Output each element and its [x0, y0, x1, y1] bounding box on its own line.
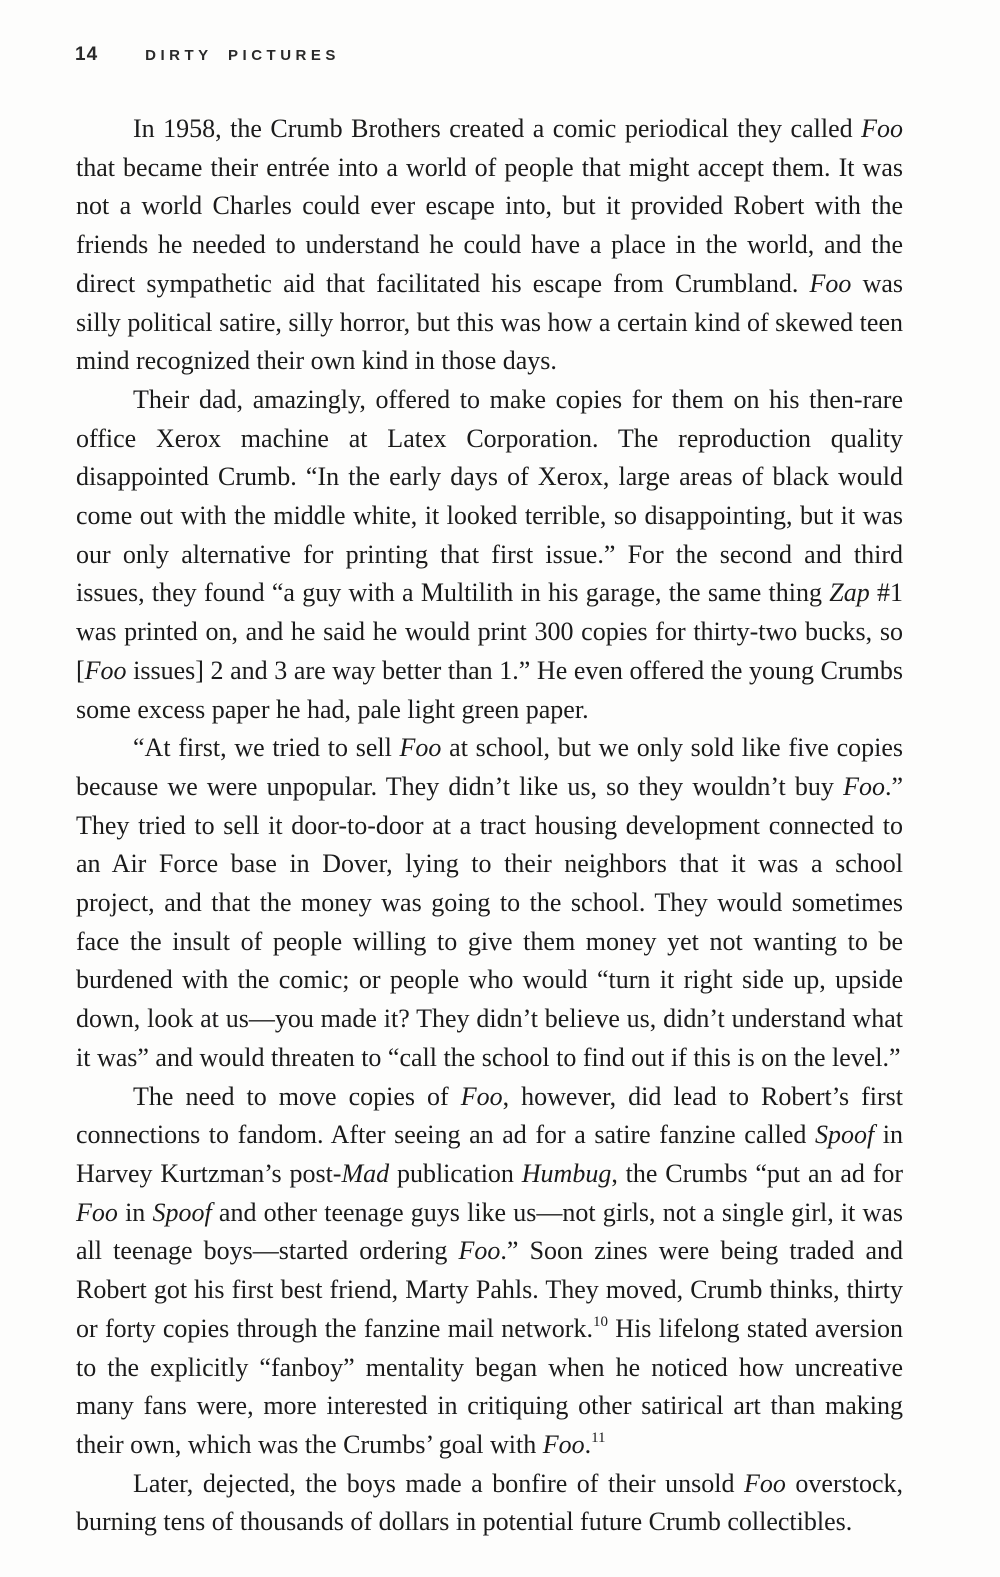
text-segment: .” Soon zines were being traded and Robert got his first best friend, Marty Pahls. They moved, Crumb thinks, thirty or forty copies through the fanzine mail network. [76, 1236, 904, 1343]
text-segment: publication [389, 1158, 522, 1188]
text-segment: .” They tried to sell it door-to-door at a tract housing development connected to an Air Force base in Dover, lying to their neighbors that it was a school project, and that the money was going to the school. They would sometimes face the insult of people willing to give them money yet not wanting to be burdened with the comic; or people who would “turn it right side up, upside down, look at us—you made it? They didn’t believe us, didn’t understand what it was” and would threaten to “call the school to find out if this is on the level.” [76, 771, 903, 1072]
paragraph [76, 381, 903, 729]
italic-text-segment: Foo [809, 268, 852, 298]
text-segment: and other teenage guys like us—not girls, not a single girl, it was all teenage boys—started ordering [76, 1197, 903, 1266]
text-segment: , however, did lead to Robert’s first connections to fandom. After seeing an ad for a satire fanzine called [76, 1081, 903, 1150]
italic-text-segment: Foo [542, 1429, 585, 1459]
italic-text-segment: Foo [744, 1468, 786, 1498]
paragraph [76, 110, 903, 381]
body-text [76, 110, 903, 1542]
paragraph [76, 729, 903, 1077]
page-header [75, 44, 902, 66]
text-segment: Later, dejected, the boys made a bonfire of their unsold [133, 1468, 744, 1498]
text-segment: that became their entrée into a world of people that might accept them. It was not a world Charles could ever escape into, but it provided Robert with the friends he needed to understand he could have a place in the world, and the direct sympathetic aid that facilitated his escape from Crumbland. [76, 152, 903, 298]
text-segment: , the Crumbs “put an ad for [611, 1158, 904, 1188]
text-segment: overstock, burning tens of thousands of dollars in potential future Crumb collectibles. [76, 1468, 903, 1537]
italic-text-segment: Foo [399, 733, 442, 763]
italic-text-segment: Foo [843, 771, 885, 801]
italic-text-segment: Zap [829, 578, 870, 608]
text-segment: at school, but we only sold like five copies because we were unpopular. They didn’t like us, so they wouldn’t buy [76, 733, 903, 801]
text-segment: in [117, 1197, 153, 1227]
paragraph [76, 1465, 903, 1542]
paragraph [76, 1078, 903, 1465]
text-segment: In 1958, the Crumb Brothers created a comic periodical they called [133, 114, 862, 143]
page-number: 14 [75, 44, 99, 65]
italic-text-segment: Foo [76, 1197, 118, 1227]
running-title: DIRTY PICTURES [145, 47, 340, 64]
text-segment: His lifelong stated aversion to the explicitly “fanboy” mentality began when he noticed how uncreative many fans were, more interested in critiquing other satirical art than making their own, which was the Crumbs’ goal with [76, 1313, 903, 1459]
text-segment: “At first, we tried to sell [133, 733, 400, 763]
text-segment: #1 was printed on, and he said he would print 300 copies for thirty-two bucks, so [ [76, 578, 903, 685]
text-segment: . [584, 1429, 592, 1459]
text-segment: was silly political satire, silly horror, but this was how a certain kind of skewed teen mind recognized their own kind in those days. [76, 268, 904, 376]
footnote-reference: 10 [592, 1313, 608, 1330]
italic-text-segment: Spoof [814, 1120, 875, 1150]
text-segment: in Harvey Kurtzman’s post- [76, 1120, 903, 1188]
italic-text-segment: Foo [458, 1236, 501, 1266]
text-segment: The need to move copies of [133, 1081, 461, 1111]
text-segment: Their dad, amazingly, offered to make copies for them on his then-rare office Xerox machine at Latex Corporation. The reproduction quality disappointed Crumb. “In the early days of Xerox, large areas of black would come out with the middle white, it looked terrible, so disappointing, but it was our only alternative for printing that first issue.” For the second and third issues, they found “a guy with a Multilith in his garage, the same thing [76, 384, 903, 608]
italic-text-segment: Humbug [521, 1158, 612, 1188]
footnote-reference: 11 [591, 1429, 606, 1446]
italic-text-segment: Foo [84, 655, 127, 685]
italic-text-segment: Spoof [152, 1197, 212, 1227]
text-segment: issues] 2 and 3 are way better than 1.” He even offered the young Crumbs some excess paper he had, pale light green paper. [76, 655, 903, 724]
italic-text-segment: Mad [341, 1158, 390, 1188]
italic-text-segment: Foo [460, 1081, 503, 1111]
italic-text-segment: Foo [861, 114, 903, 143]
